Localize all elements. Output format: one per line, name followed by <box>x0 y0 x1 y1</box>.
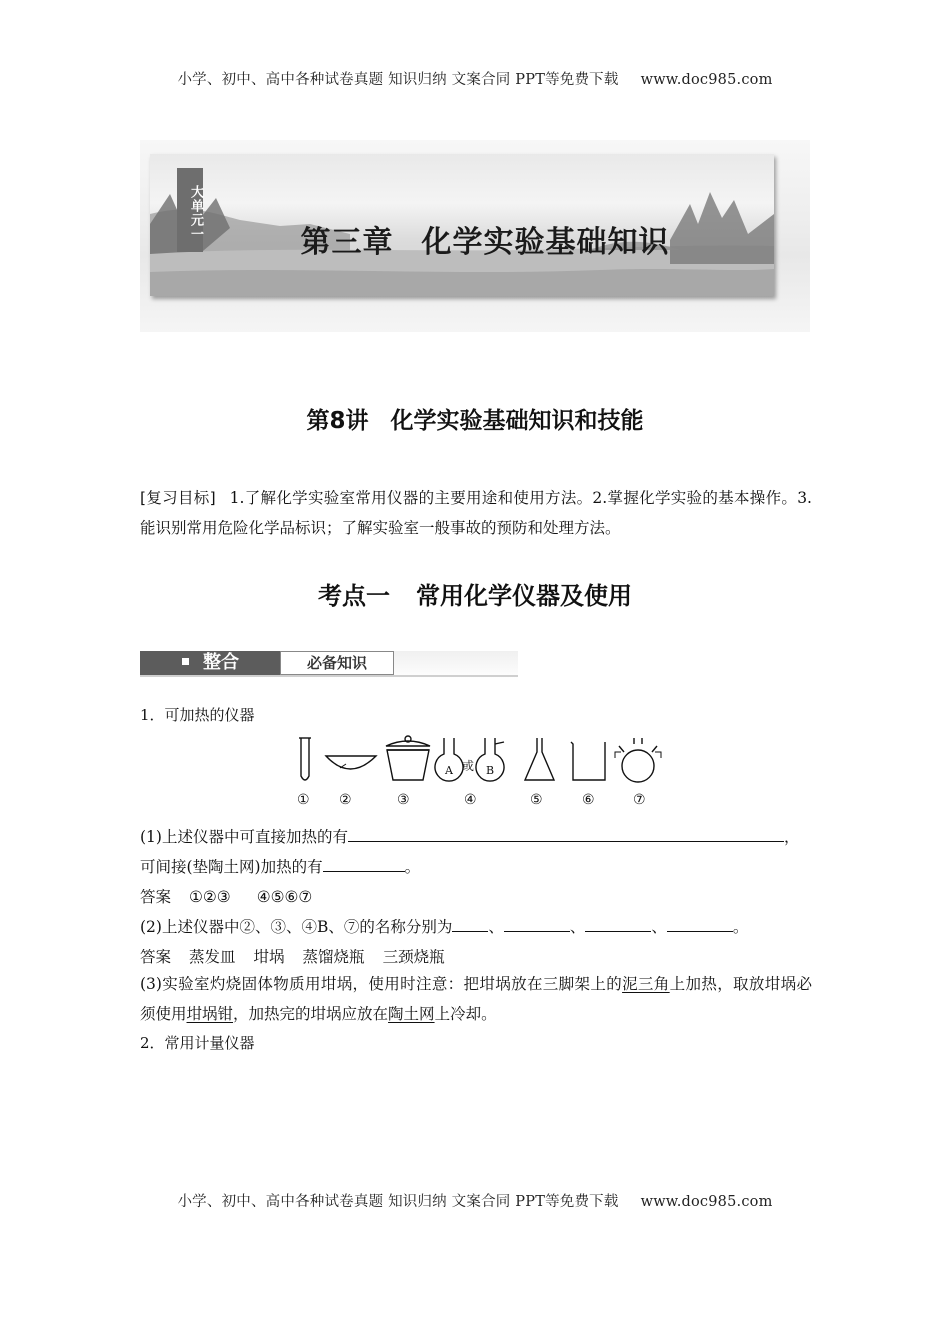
apparatus-label: ⑦ <box>633 792 646 808</box>
chapter-title <box>150 217 810 261</box>
lecture-name: 化学实验基础知识和技能 <box>390 408 644 434</box>
section-1-heading <box>140 704 255 725</box>
section-1-title: 可加热的仪器 <box>164 706 255 724</box>
question-1-line-2: 可间接(垫陶土网)加热的有 。 <box>140 852 812 882</box>
apparatus-label: ② <box>339 792 352 808</box>
question-1 <box>140 822 812 882</box>
answer-2-item: 蒸馏烧瓶 <box>302 948 365 966</box>
apparatus-label: ⑤ <box>530 792 543 808</box>
banner-strip <box>150 154 774 296</box>
section-2-number: 2． <box>140 1034 165 1052</box>
apparatus-label: ④ <box>464 792 477 808</box>
answer-blank <box>323 853 405 872</box>
flask-b-label: B <box>485 764 495 777</box>
apparatus-label: ① <box>297 792 310 808</box>
point-title <box>0 576 950 611</box>
answer-2-item: 三颈烧瓶 <box>382 948 445 966</box>
apparatus-labels <box>290 792 660 812</box>
unit-tag: 大单元一 <box>177 168 203 252</box>
lecture-number: 第8讲 <box>306 408 369 434</box>
point-name: 常用化学仪器及使用 <box>416 582 632 610</box>
answer-1-direct: ①②③ <box>189 888 231 906</box>
answer-blank <box>667 913 733 932</box>
section-1-number: 1． <box>140 706 165 724</box>
answer-label: 答案 <box>140 948 172 966</box>
square-bullet-icon <box>182 658 189 665</box>
question-2: (2)上述仪器中②、③、④B、⑦的名称分别为 、 、 、 。 <box>140 912 812 942</box>
apparatus-label: ⑥ <box>582 792 595 808</box>
header-url[interactable]: www.doc985.com <box>640 72 773 88</box>
section-2-title: 常用计量仪器 <box>164 1034 255 1052</box>
answer-2-item: 蒸发皿 <box>189 948 236 966</box>
answer-1-indirect: ④⑤⑥⑦ <box>256 888 313 906</box>
question-3: (3)实验室灼烧固体物质用坩埚，使用时注意：把坩埚放在三脚架上的泥三角上加热，取放坩埚必须使用坩埚钳，加热完的坩埚应放在陶土网上冷却。 <box>140 975 812 1023</box>
answer-label: 答案 <box>140 888 172 906</box>
section-2-heading <box>140 1032 255 1053</box>
section-bar-dark-label: 整合 <box>203 652 239 673</box>
section-bar-divider <box>140 675 518 677</box>
point-number: 考点一 <box>318 582 390 610</box>
answer-2-item: 坩埚 <box>253 948 285 966</box>
answer-2 <box>140 942 812 972</box>
review-objectives <box>140 483 812 543</box>
objectives-label: [复习目标] <box>140 489 216 507</box>
key-term-gauze: 陶土网 <box>388 1005 435 1023</box>
key-term-tongs: 坩埚钳 <box>186 1005 234 1023</box>
footer-text: 小学、初中、高中各种试卷真题 知识归纳 文案合同 PPT等免费下载 <box>177 1194 619 1210</box>
question-1-line-1: (1)上述仪器中可直接加热的有 ， <box>140 822 812 852</box>
answer-blank <box>452 913 488 932</box>
chapter-number: 第三章 <box>300 225 394 260</box>
answer-1 <box>140 882 812 912</box>
objectives-text: 1.了解化学实验室常用仪器的主要用途和使用方法。2.掌握化学实验的基本操作。3.能识别常用危险化学品标识；了解实验室一般事故的预防和处理方法。 <box>140 489 812 537</box>
heatable-apparatus-figure <box>290 734 670 790</box>
chapter-name: 化学实验基础知识 <box>421 225 670 260</box>
beaker-icon <box>571 742 605 780</box>
evaporating-dish-icon <box>326 756 376 769</box>
section-bar <box>140 651 518 681</box>
section-bar-light: 必备知识 <box>280 651 394 675</box>
section-bar-dark <box>140 651 280 675</box>
answer-blank <box>348 823 784 842</box>
page-header <box>0 68 950 89</box>
answer-blank <box>504 913 570 932</box>
lecture-title <box>0 402 950 435</box>
conical-flask-icon <box>525 738 554 780</box>
chapter-banner <box>140 140 810 332</box>
key-term-triangle: 泥三角 <box>622 975 670 993</box>
footer-url[interactable]: www.doc985.com <box>640 1194 773 1210</box>
flask-or-label: 或 <box>461 759 475 773</box>
three-neck-flask-icon <box>615 738 661 782</box>
test-tube-icon <box>299 738 311 780</box>
crucible-icon <box>386 736 430 780</box>
answer-blank <box>585 913 651 932</box>
page-footer <box>0 1190 950 1211</box>
apparatus-label: ③ <box>397 792 410 808</box>
flask-a-label: A <box>445 764 453 777</box>
header-text: 小学、初中、高中各种试卷真题 知识归纳 文案合同 PPT等免费下载 <box>177 72 619 88</box>
